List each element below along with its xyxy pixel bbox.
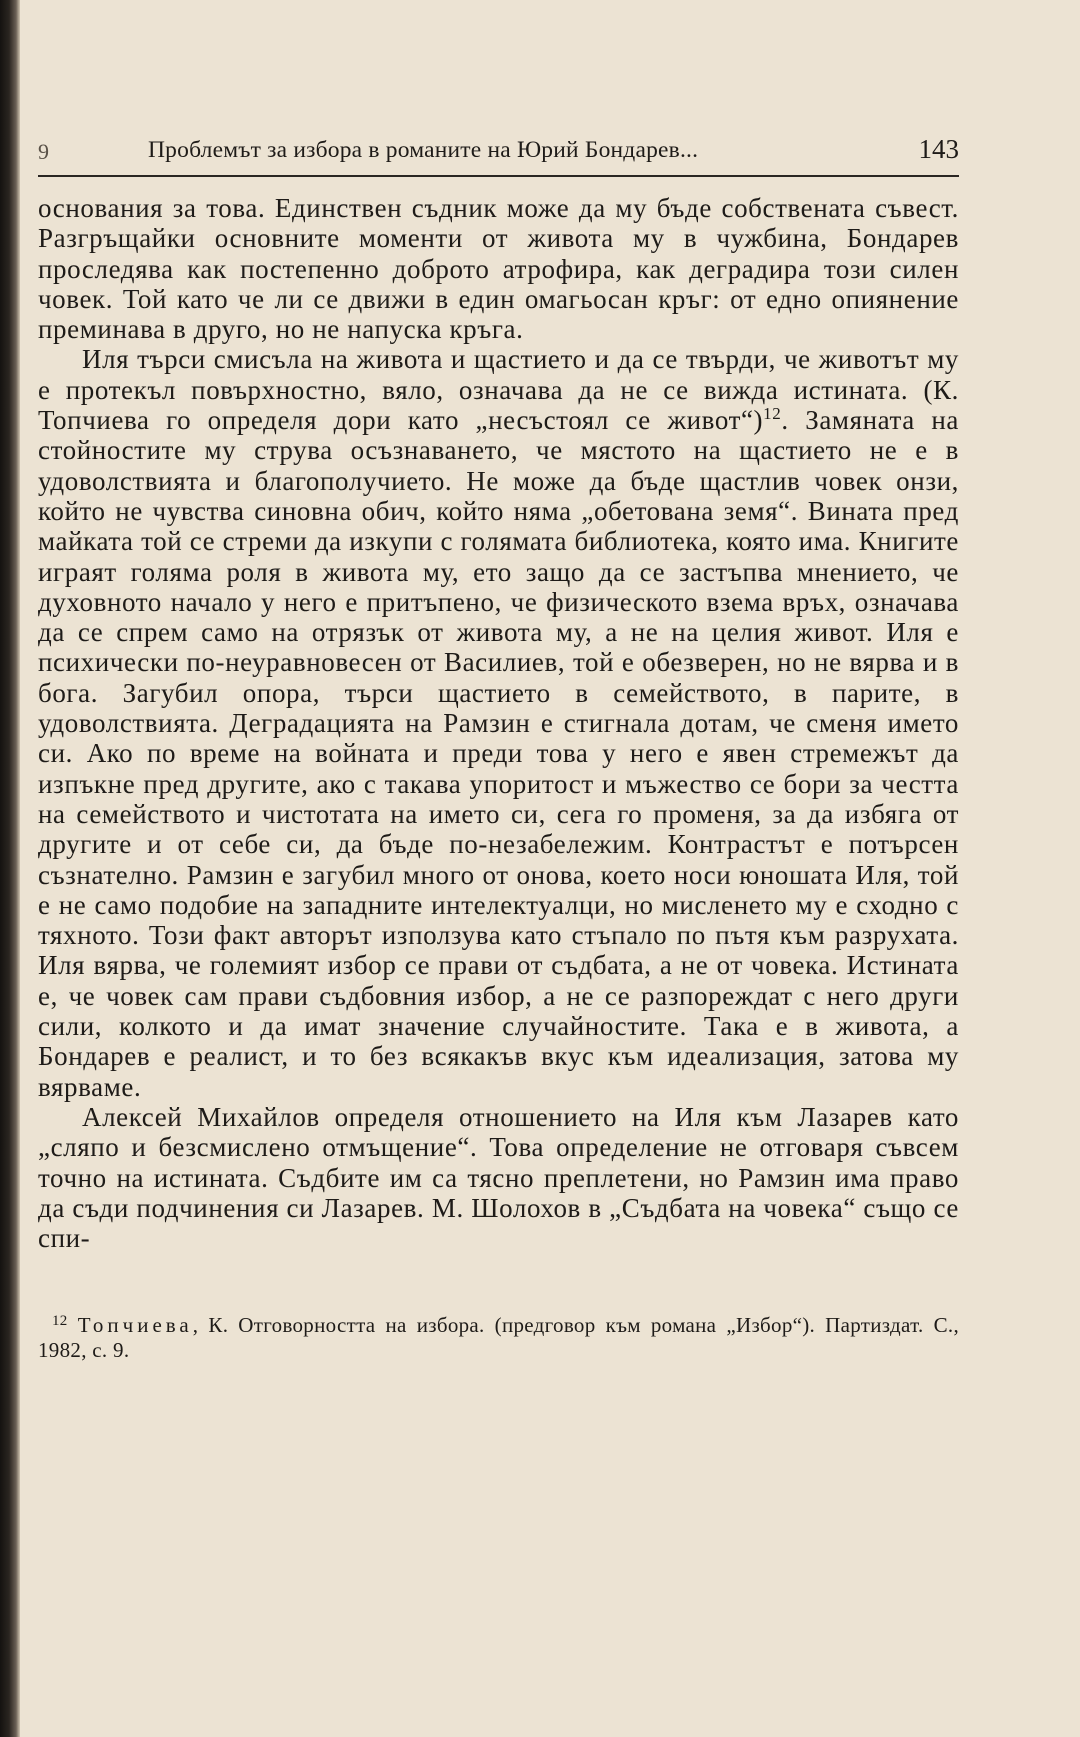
running-title: Проблемът за избора в романите на Юрий Бондарев... [148, 137, 699, 163]
paragraph [38, 1102, 959, 1253]
footnote-text: , К. Отговорността на избора. (предговор към романа „Избор“). Партиздат. С., 1982, с. 9. [38, 1313, 959, 1363]
paragraph-text: Иля търси смисъла на живота и щастието и да се твърди, че животът му е протекъл повърхностно, вяло, означава да не се вижда истината. (К. Топчиева го определя дори като „несъстоял се живот“) [38, 344, 959, 436]
paragraph-text: Алексей Михайлов определя отношението на Иля към Лазарев като „сляпо и безсмислено отмъщение“. Това определение не отговаря съвсем точно на истината. Съдбите им са тясно преплетени, но Рамзин има право да съди подчинения си Лазарев. М. Шолохов в „Съдбата на човека“ също се спи- [38, 1101, 959, 1254]
footnote-author: Топчиева [77, 1313, 193, 1338]
book-binding-edge [0, 0, 20, 1737]
body-text [38, 193, 959, 1253]
page-number: 143 [918, 134, 959, 164]
running-header [38, 125, 959, 177]
paragraph-text: основания за това. Единствен съдник може да му бъде собствената съвест. Разгръщайки основните моменти от живота му в чужбина, Бондарев проследява как постепенно доброто атрофира, как деградира този силен човек. Той като че ли се движи в един омагьосан кръг: от едно опиянение преминава в друго, но не напуска кръга. [38, 193, 959, 345]
footnote-number: 12 [52, 1313, 68, 1330]
footnote-reference: 12 [763, 404, 782, 424]
header-left-mark: 9 [38, 139, 49, 164]
paragraph [38, 193, 959, 344]
paragraph-text: . Замяната на стойностите му струва осъзнаването, че мястото на щастието не е в удоволствията и благополучието. Не може да бъде щастлив човек онзи, който не чувства синовна обич, който няма „обетована земя“. Вината пред майката той се стреми да изкупи с голямата библиотека, която има. Книгите играят голяма роля в живота му, ето защо да се застъпва мнението, че духовното начало у него е притъпено, че физическото взема връх, означава да се спрем само на отрязък от живота му, а не на целия живот. Иля е психически по-неуравновесен от Василиев, той е обезверен, но не вярва и в бога. Загубил опора, търси щастието в семейството, в парите, в удоволствията. Деградацията на Рамзин е стигнала дотам, че сменя името си. Ако по време на войната и преди това у него е явен стремежът да изпъкне пред другите, ако с такава упоритост и мъжество се бори за честта на семейството и чистотата на името си, сега го променя, за да избяга от другите и от себе си, да бъде по-незабележим. Контрастът е потърсен съзнателно. Рамзин е загубил много от онова, което носи юношата Иля, той е не само подобие на западните интелектуалци, но мисленето му е сходно с тяхното. Този факт авторът използува като стъпало по пътя към разрухата. Иля вярва, че големият избор се прави от съдбата, а не от човека. Истината е, че човек сам прави съдбовния избор, а не се разпореждат с него други сили, колкото и да имат значение случайностите. Така е в живота, а Бондарев е реалист, и то без всякакъв вкус към идеализация, затова му вярваме. [38, 405, 959, 1102]
paragraph [38, 344, 959, 1101]
book-page [38, 125, 959, 1363]
footnote [38, 1313, 959, 1363]
